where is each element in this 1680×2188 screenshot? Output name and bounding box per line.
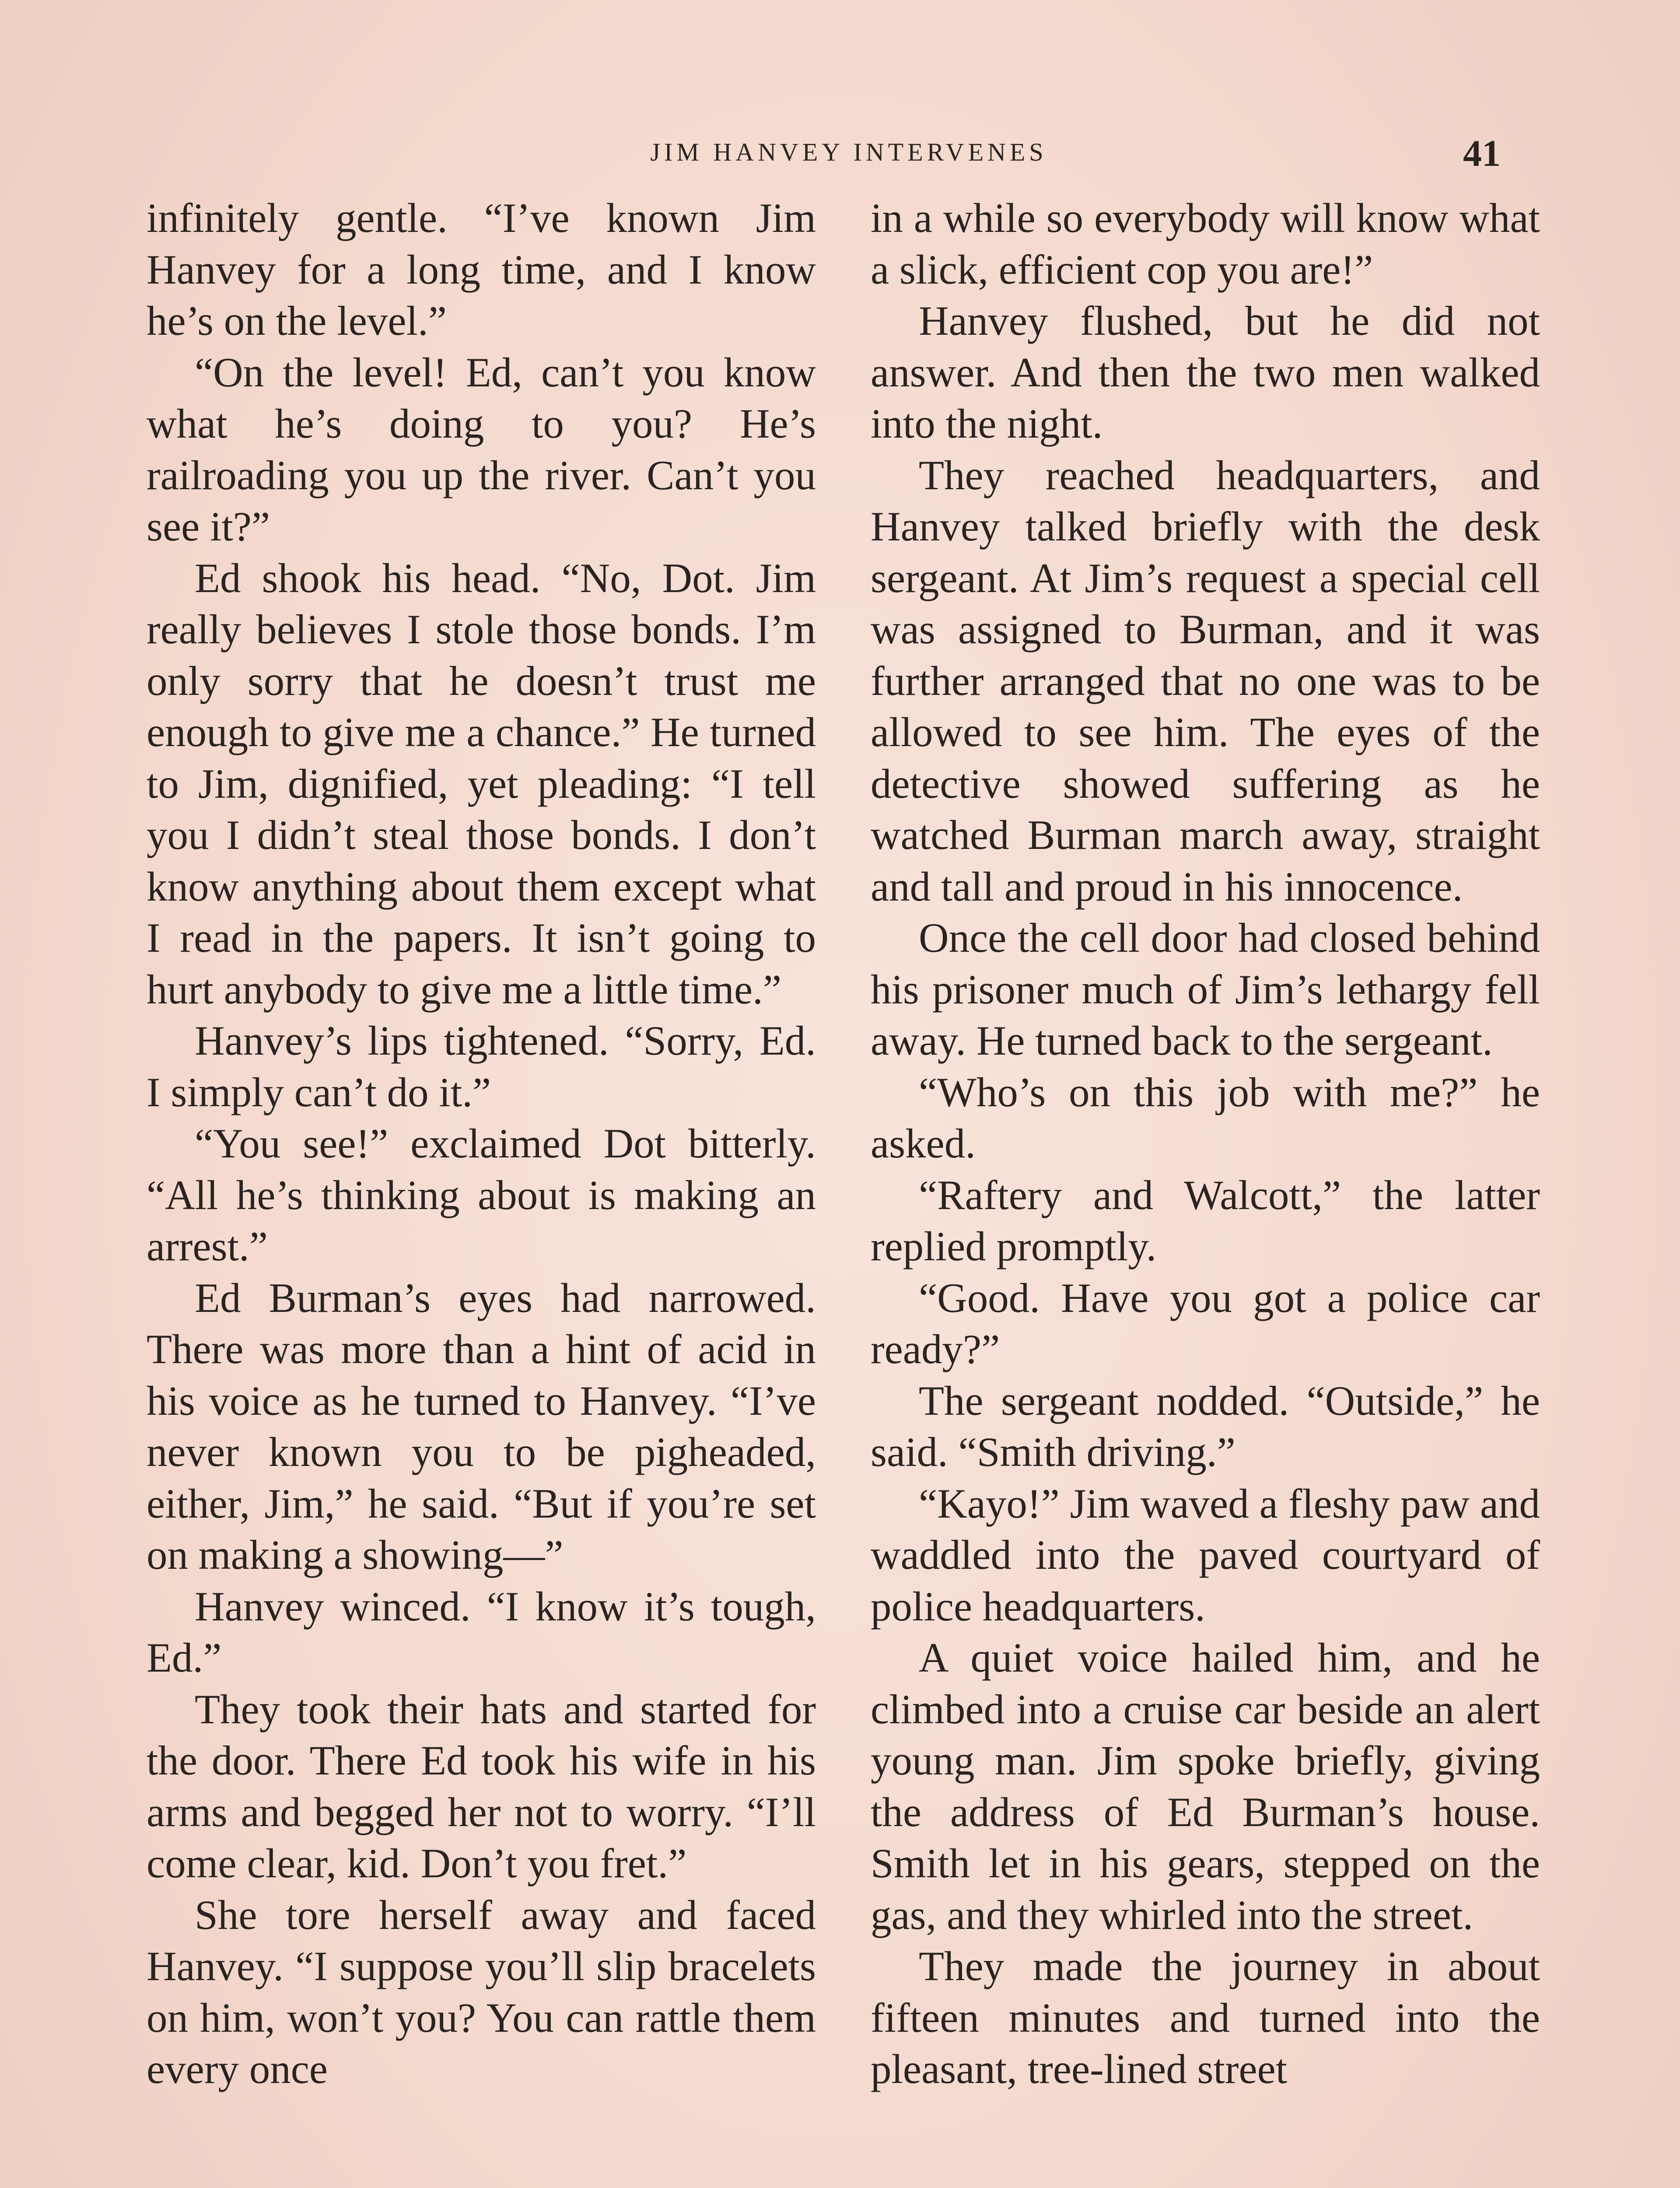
paragraph: Ed shook his head. “No, Dot. Jim really believes I stole those bonds. I’m only sorry that he doesn’t trust me enough to give me a chance.” He turned to Jim, dignified, yet pleading: “I tell you I didn’t steal those bonds. I don’t know anything about them except what I read in the papers. It isn’t going to hurt anybody to give me a little time.” — [147, 554, 816, 1013]
paragraph: “On the level! Ed, can’t you know what he’s doing to you? He’s railroading you up the river. Can’t you see it?” — [147, 349, 816, 550]
paragraph: The sergeant nodded. “Outside,” he said. “Smith driving.” — [871, 1377, 1540, 1475]
paragraph: Hanvey winced. “I know it’s tough, Ed.” — [147, 1583, 816, 1681]
paragraph: infinitely gentle. “I’ve known Jim Hanvey for a long time, and I know he’s on the level.” — [147, 195, 816, 344]
paragraph: They reached headquarters, and Hanvey talked briefly with the desk sergeant. At Jim’s request a special cell was assigned to Burman, and it was further arranged that no one was to be allowed to see him. The eyes of the detective showed suffering as he watched Burman march away, straight and tall and proud in his innocence. — [871, 452, 1540, 910]
page-number: 41 — [1463, 132, 1501, 174]
right-column — [871, 193, 1540, 2095]
paragraph: Hanvey’s lips tightened. “Sorry, Ed. I simply can’t do it.” — [147, 1017, 816, 1115]
paragraph: “You see!” exclaimed Dot bitterly. “All he’s thinking about is making an arrest.” — [147, 1120, 816, 1269]
paragraph: “Kayo!” Jim waved a fleshy paw and waddled into the paved courtyard of police headquarters. — [871, 1480, 1540, 1630]
left-column — [147, 193, 816, 2095]
running-head — [149, 131, 1549, 184]
paragraph: Ed Burman’s eyes had narrowed. There was more than a hint of acid in his voice as he turned to Hanvey. “I’ve never known you to be pigheaded, either, Jim,” he said. “But if you’re set on making a showing—” — [147, 1274, 816, 1578]
paragraph: They made the journey in about fifteen minutes and turned into the pleasant, tree-lined street — [871, 1943, 1540, 2092]
paragraph: “Who’s on this job with me?” he asked. — [871, 1069, 1540, 1167]
paragraph: Once the cell door had closed behind his prisoner much of Jim’s lethargy fell away. He turned back to the sergeant. — [871, 915, 1540, 1064]
paragraph: in a while so everybody will know what a slick, efficient cop you are!” — [871, 195, 1540, 293]
paragraph: A quiet voice hailed him, and he climbed into a cruise car beside an alert young man. Jim spoke briefly, giving the address of Ed Burman’s house. Smith let in his gears, stepped on the gas, and they whirled into the street. — [871, 1634, 1540, 1938]
paragraph: “Good. Have you got a police car ready?” — [871, 1274, 1540, 1372]
paragraph: “Raftery and Walcott,” the latter replied promptly. — [871, 1171, 1540, 1269]
paragraph: She tore herself away and faced Hanvey. “I suppose you’ll slip bracelets on him, won’t you? You can rattle them every once — [147, 1891, 816, 2092]
paragraph: They took their hats and started for the door. There Ed took his wife in his arms and begged her not to worry. “I’ll come clear, kid. Don’t you fret.” — [147, 1686, 816, 1886]
paragraph: Hanvey flushed, but he did not answer. And then the two men walked into the night. — [871, 298, 1540, 447]
running-title: JIM HANVEY INTERVENES — [650, 138, 1047, 166]
